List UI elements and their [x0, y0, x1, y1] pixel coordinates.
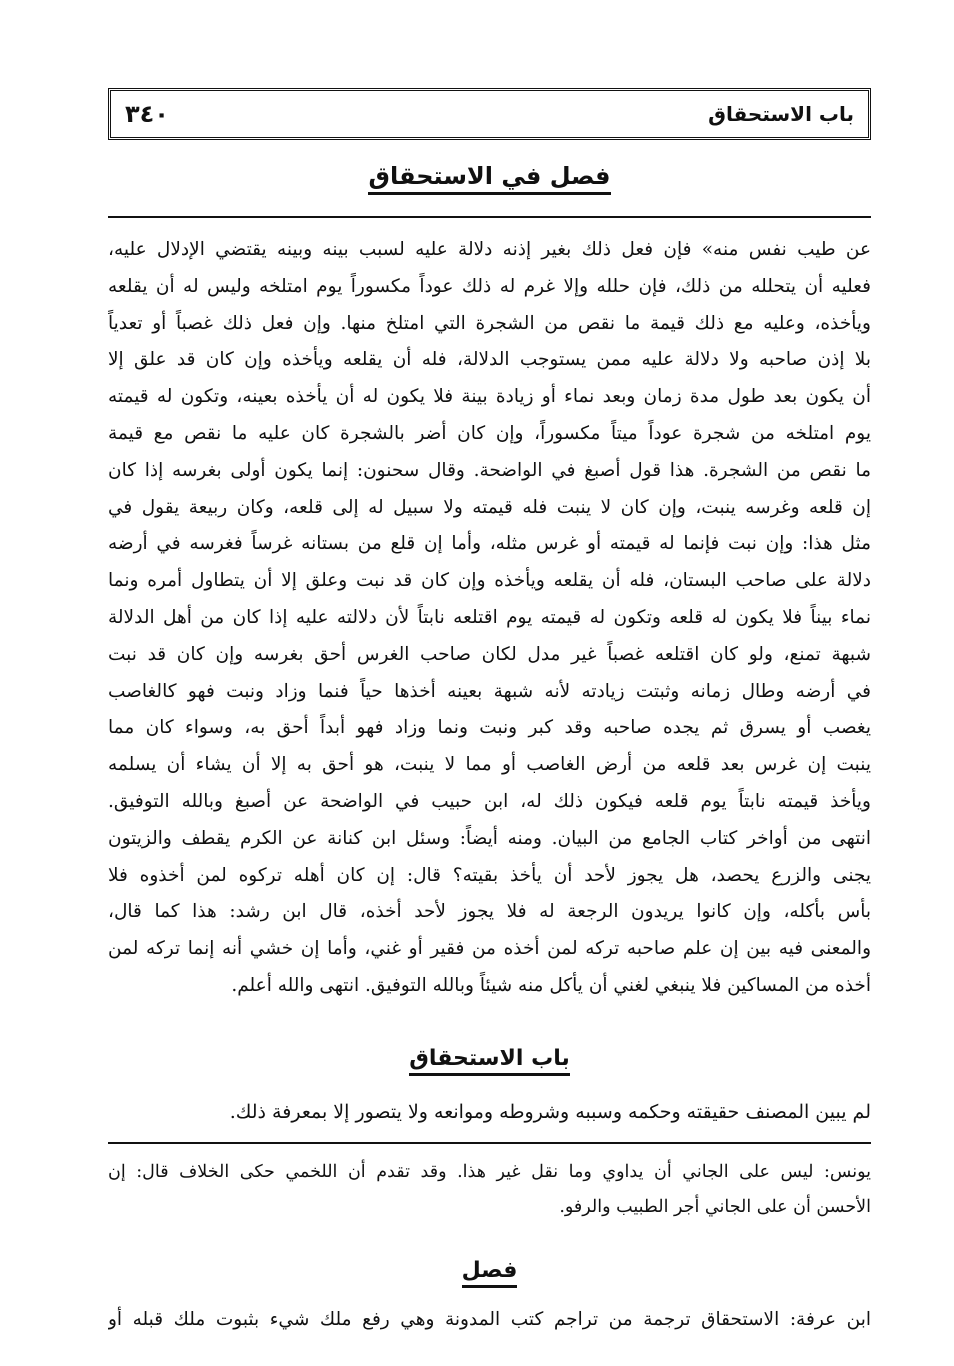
- text-line: أخذه من المساكين فلا ينبغي لغني أن يأكل منه شيئاً وبالله التوفيق. انتهى والله أعلم.: [231, 974, 871, 996]
- text-line: ابن عرفة: الاستحقاق ترجمة من تراجم كتب المدونة وهي رفع ملك شيء بثبوت ملك قبله أو: [108, 1309, 871, 1330]
- text-line: ويأخذ قيمته نابتاً يوم قلعه فيكون ذلك له، ابن حبيب في الواضحة عن أصبغ وبالله التوفيق.: [108, 790, 871, 812]
- fasl-heading-text: فصل: [462, 1258, 518, 1288]
- text-line: في أرضه وطال زمانه وثبتت زيادته لأنه شبهة بعينه أخذها حياً فنما وزاد ونبت فهو كالغاصب: [108, 680, 871, 702]
- page-number: ٣٤٠: [125, 100, 169, 128]
- text-line: يغصب أو يسرق ثم يجده صاحبه وقد كبر ونبت ونما وزاد فهو أبداً أحق به، وسواء كان مما: [108, 717, 871, 739]
- text-line: ويأخذه، وعليه مع ذلك قيمة ما نقص من الشجرة التي امتلخ منها. وإن فعل ذلك غصباً أو تعدياً: [108, 312, 871, 334]
- section-heading: [108, 162, 871, 190]
- page-header: [108, 88, 871, 140]
- text-line: يجنى والزرع يحصد، هل يجوز لأحد أن يأخذ بقيته؟ قال: إن كان أهله تركوه لمن أخذوه فلا: [108, 864, 871, 886]
- text-line: دلالة على صاحب البستان، فله أن يقلعه ويأخذه وإن كان قد نبت وعلق إلا أن يتطاول أمره ونما: [108, 570, 871, 592]
- heading-divider: [108, 216, 871, 218]
- footnote-divider: [108, 1142, 871, 1144]
- text-line: عن طيب نفس منه» فإن فعل ذلك بغير إذنه دلالة عليه لسبب بينه وبينه يقتضي الإدلال عليه،: [108, 239, 871, 260]
- text-line: بأس بأكله، وإن كانوا يريدون الرجعة له فلا يجوز لأحد أخذه، قال ابن رشد: هذا كما قال،: [108, 901, 871, 923]
- fasl-text: [108, 1302, 871, 1339]
- chapter-heading: [108, 1046, 871, 1071]
- main-text: [108, 232, 871, 1005]
- text-line: لم يبين المصنف حقيقته وحكمه وسببه وشروطه وموانعه ولا يتصور إلا بمعرفة ذلك.: [229, 1101, 871, 1123]
- chapter-intro: [108, 1094, 871, 1131]
- fasl-heading: [108, 1258, 871, 1283]
- text-line: بلا إذن صاحبه ولا دلالة عليه ممن يستوجب الدلالة، فله أن يقلعه ويأخذه وإن كان قد علق إلا: [108, 349, 871, 371]
- footnote: [108, 1155, 871, 1225]
- text-line: أن يكون بعد طول مدة زمان وبعد نماء أو زيادة بينة فلا يكون له أن يأخذه بعينه، وتكون له قيمته: [108, 386, 871, 408]
- text-line: إن قلعه وغرسه ينبت، وإن كان لا ينبت فله قيمته ولا سبيل له إلى قلعه، وكان ربيعة يقول في: [108, 496, 871, 518]
- running-title: باب الاستحقاق: [708, 102, 854, 126]
- text-line: يوم امتلخه من شجرة عوداً ميتاً مكسوراً، وإن كان أضر بالشجرة كان عليه ما نقص مع قيمة: [108, 422, 871, 444]
- footnote-line: يونس: ليس على الجاني أن يداوي وما نقل غير هذا. وقد تقدم أن اللخمي حكى الخلاف قال: إن: [108, 1162, 871, 1182]
- footnote-line: الأحسن أن على الجاني أجر الطبيب والرفو.: [559, 1197, 871, 1217]
- text-line: ما نقص من الشجرة. هذا قول أصبغ في الواضحة. وقال سحنون: إنما يكون أولى بغرسه إذا كان: [108, 459, 871, 481]
- text-line: والمعنى فيه بين إن علم صاحبه تركه لمن أخذه من فقير أو غني، وأما إن خشي أنه إنما تركه لمن: [108, 938, 871, 960]
- text-line: شبهة تمنع، ولو كان اقتلعه غصباً غير مدل لكان صاحب الغرس أحق بغرسه وإن كان قد نبت: [108, 643, 871, 665]
- text-line: فعليه أن يتحلله من ذلك، فإن حلله وإلا غرم له ذلك عوداً مكسوراً يوم امتلخه وليس له أن يقلعه: [108, 275, 871, 297]
- section-heading-text: فصل في الاستحقاق: [368, 162, 610, 195]
- chapter-heading-text: باب الاستحقاق: [409, 1046, 569, 1076]
- text-line: انتهى من أواخر كتاب الجامع من البيان. ومنه أيضاً: وسئل ابن كنانة عن الكرم يقطف والزيتون: [108, 827, 871, 849]
- text-line: مثل هذا: وإن نبت فإنما له قيمته أو غرس مثله، وأما إن قلع من بستانه غرساً فغرسه في أرضه: [108, 533, 871, 555]
- text-line: نماء بيناً فلا يكون له قلعه وتكون له قيمته يوم اقتلعه نابتاً لأن دلالته عليه إذا كان من أهل الدلالة: [108, 606, 871, 628]
- text-line: ينبت إن غرس بعد قلعه من أرض الغاصب أو مما لا ينبت، هو أحق به إلا أن يشاء أن يسلمه: [108, 754, 871, 776]
